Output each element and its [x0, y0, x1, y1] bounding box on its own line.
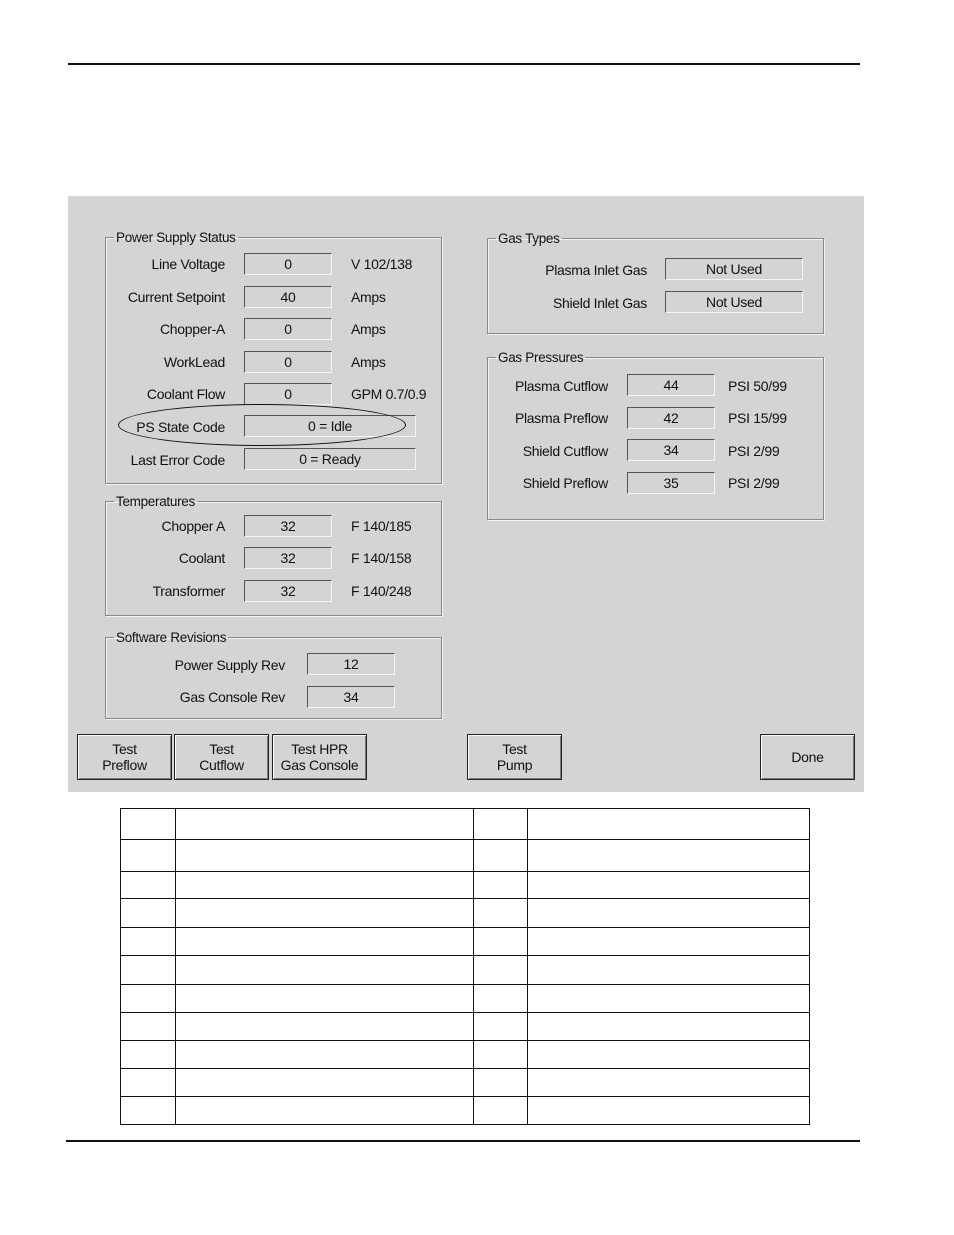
worklead-value: 0: [244, 351, 332, 373]
callout-table-cell: [528, 1069, 810, 1097]
chopper-a-temp-unit: F 140/185: [351, 518, 412, 534]
plasma-cutflow-unit: PSI 50/99: [728, 378, 787, 394]
ps-state-code-label: PS State Code: [136, 419, 225, 435]
plasma-preflow-value: 42: [627, 407, 715, 429]
shield-cutflow-unit: PSI 2/99: [728, 443, 780, 459]
worklead-unit: Amps: [351, 354, 386, 370]
current-setpoint-unit: Amps: [351, 289, 386, 305]
line-voltage-value: 0: [244, 253, 332, 275]
done-button[interactable]: Done: [760, 734, 855, 780]
callout-table-cell: [528, 956, 810, 985]
callout-table-cell: [176, 1069, 474, 1097]
callout-table-cell: [474, 1069, 528, 1097]
gas-console-rev-value: 34: [307, 686, 395, 708]
callout-table-cell: [528, 1041, 810, 1069]
callout-table-cell: [121, 809, 176, 840]
callout-table-cell: [474, 1013, 528, 1041]
chopper-a-current-label: Chopper-A: [159, 321, 225, 337]
callout-table-cell: [121, 1041, 176, 1069]
callout-table-row: [121, 840, 810, 872]
callout-table-cell: [528, 840, 810, 872]
gas-console-rev-label: Gas Console Rev: [179, 689, 285, 705]
last-error-code-label: Last Error Code: [130, 452, 225, 468]
shield-inlet-gas-value: Not Used: [665, 291, 803, 313]
gas-types-group: [487, 231, 824, 334]
callout-table-cell: [176, 985, 474, 1013]
transformer-temp-label: Transformer: [152, 583, 225, 599]
bottom-rule: [66, 1140, 860, 1142]
callout-table-cell: [121, 899, 176, 928]
callout-table-cell: [121, 872, 176, 899]
diagnostics-panel: [68, 196, 864, 792]
callout-table-cell: [121, 985, 176, 1013]
callout-table-cell: [528, 872, 810, 899]
top-rule: [68, 63, 860, 65]
callout-table-row: [121, 809, 810, 840]
callout-table-cell: [176, 1013, 474, 1041]
transformer-temp-value: 32: [244, 580, 332, 602]
callout-table-cell: [474, 899, 528, 928]
test-preflow-button[interactable]: Test Preflow: [77, 734, 172, 780]
shield-cutflow-value: 34: [627, 439, 715, 461]
callout-table-row: [121, 872, 810, 899]
callout-table-cell: [121, 1013, 176, 1041]
callout-table-row: [121, 899, 810, 928]
callout-table-cell: [474, 1041, 528, 1069]
chopper-a-temp-value: 32: [244, 515, 332, 537]
callout-table-cell: [176, 1097, 474, 1125]
test-pump-button[interactable]: Test Pump: [467, 734, 562, 780]
shield-inlet-gas-label: Shield Inlet Gas: [552, 295, 647, 311]
callout-table-row: [121, 1041, 810, 1069]
callout-table-cell: [121, 1097, 176, 1125]
callout-table-row: [121, 928, 810, 956]
callout-table-row: [121, 985, 810, 1013]
plasma-preflow-unit: PSI 15/99: [728, 410, 787, 426]
callout-table-row: [121, 956, 810, 985]
callout-table-cell: [528, 928, 810, 956]
coolant-temp-value: 32: [244, 547, 332, 569]
callout-table-cell: [528, 809, 810, 840]
shield-preflow-unit: PSI 2/99: [728, 475, 780, 491]
callout-table-cell: [528, 1097, 810, 1125]
callout-table-cell: [474, 840, 528, 872]
callout-table-row: [121, 1013, 810, 1041]
plasma-inlet-gas-label: Plasma Inlet Gas: [545, 262, 647, 278]
coolant-flow-value: 0: [244, 383, 332, 405]
callout-table-cell: [121, 956, 176, 985]
ps-state-code-value: 0 = Idle: [244, 415, 416, 437]
callout-table-cell: [121, 840, 176, 872]
current-setpoint-value: 40: [244, 286, 332, 308]
transformer-temp-unit: F 140/248: [351, 583, 412, 599]
coolant-temp-unit: F 140/158: [351, 550, 412, 566]
callout-table-cell: [176, 1041, 474, 1069]
plasma-preflow-label: Plasma Preflow: [514, 410, 608, 426]
callout-table-cell: [474, 1097, 528, 1125]
coolant-temp-label: Coolant: [178, 550, 225, 566]
callout-table-cell: [528, 1013, 810, 1041]
plasma-cutflow-value: 44: [627, 374, 715, 396]
coolant-flow-label: Coolant Flow: [146, 386, 225, 402]
callout-table: [120, 808, 810, 1125]
worklead-label: WorkLead: [163, 354, 225, 370]
chopper-a-current-value: 0: [244, 318, 332, 340]
callout-table-cell: [474, 872, 528, 899]
power-supply-rev-value: 12: [307, 653, 395, 675]
power-supply-rev-label: Power Supply Rev: [174, 657, 285, 673]
callout-table-cell: [121, 1069, 176, 1097]
temperatures-legend: Temperatures: [116, 494, 195, 509]
test-hpr-gas-console-button[interactable]: Test HPR Gas Console: [272, 734, 367, 780]
gas-pressures-legend: Gas Pressures: [498, 350, 584, 365]
line-voltage-unit: V 102/138: [351, 256, 413, 272]
callout-table-cell: [176, 840, 474, 872]
callout-table-cell: [528, 899, 810, 928]
callout-table-row: [121, 1097, 810, 1125]
software-revisions-legend: Software Revisions: [116, 630, 227, 645]
callout-table-cell: [528, 985, 810, 1013]
callout-table-cell: [474, 809, 528, 840]
callout-table-cell: [176, 872, 474, 899]
callout-table-cell: [474, 985, 528, 1013]
chopper-a-current-unit: Amps: [351, 321, 386, 337]
callout-table-cell: [474, 928, 528, 956]
callout-table-cell: [474, 956, 528, 985]
shield-preflow-label: Shield Preflow: [522, 475, 608, 491]
callout-table-row: [121, 1069, 810, 1097]
shield-preflow-value: 35: [627, 472, 715, 494]
callout-table-cell: [176, 809, 474, 840]
power-supply-status-legend: Power Supply Status: [116, 230, 236, 245]
test-cutflow-button[interactable]: Test Cutflow: [174, 734, 269, 780]
current-setpoint-label: Current Setpoint: [127, 289, 225, 305]
last-error-code-value: 0 = Ready: [244, 448, 416, 470]
chopper-a-temp-label: Chopper A: [161, 518, 225, 534]
callout-table-cell: [176, 899, 474, 928]
callout-table-cell: [121, 928, 176, 956]
line-voltage-label: Line Voltage: [151, 256, 225, 272]
callout-table-cell: [176, 928, 474, 956]
plasma-inlet-gas-value: Not Used: [665, 258, 803, 280]
callout-table-cell: [176, 956, 474, 985]
gas-types-legend: Gas Types: [498, 231, 560, 246]
plasma-cutflow-label: Plasma Cutflow: [514, 378, 608, 394]
coolant-flow-unit: GPM 0.7/0.9: [351, 386, 427, 402]
shield-cutflow-label: Shield Cutflow: [522, 443, 608, 459]
